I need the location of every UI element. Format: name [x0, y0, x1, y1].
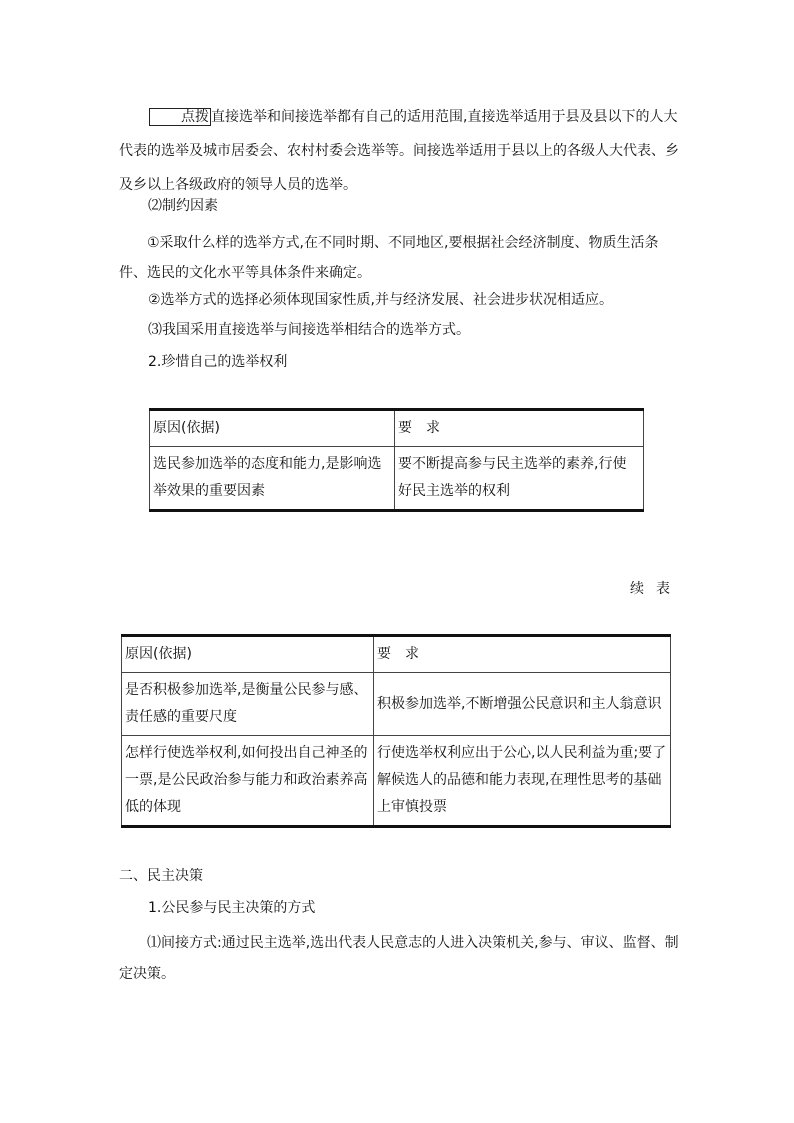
section-2-title: 二、民主决策 [119, 868, 203, 884]
table-header-cell: 原因(依据) [122, 636, 374, 673]
table-2 [121, 634, 671, 828]
table-cell: 要不断提高参与民主选举的素养,行使好民主选举的权利 [395, 447, 644, 511]
table-cell: 行使选举权利应出于公心,以人民利益为重;要了解候选人的品德和能力表现,在理性思考的基础上审慎投票 [374, 736, 671, 827]
paragraph-tip [119, 100, 679, 202]
table-row [122, 736, 671, 827]
table-cell: 是否积极参加选举,是衡量公民参与感、责任感的重要尺度 [122, 673, 374, 736]
table-header-cell: 要 求 [395, 410, 644, 447]
item3: ⑶我国采用直接选举与间接选举相结合的选举方式。 [148, 322, 470, 338]
table-cell: 怎样行使选举权利,如何投出自己神圣的一票,是公民政治参与能力和政治素养高低的体现 [122, 736, 374, 827]
sub1-a: ⑴间接方式:通过民主选举,选出代表人民意志的人进入决策机关,参与、审议、监督、制定决策。 [119, 935, 679, 982]
subheading-1: 1.公民参与民主决策的方式 [148, 900, 316, 916]
table-row [122, 673, 671, 736]
table-1 [149, 408, 644, 512]
item2-a: ①采取什么样的选举方式,在不同时期、不同地区,要根据社会经济制度、物质生活条件、选民的文化水平等具体条件来确定。 [119, 235, 659, 281]
table-row [150, 447, 644, 511]
table-cell: 选民参加选举的态度和能力,是影响选举效果的重要因素 [150, 447, 395, 511]
tip-text: 直接选举和间接选举都有自己的适用范围,直接选举适用于县及县以下的人大代表的选举及城市居委会、农村村委会选举等。间接选举适用于县以上的各级人大代表、乡及乡以上各级政府的领导人员的选举。 [119, 109, 679, 193]
continued-label: 续表 [630, 581, 682, 597]
tip-label: 点拨 [149, 108, 211, 126]
table-header-cell: 要 求 [374, 636, 671, 673]
item2-title: ⑵制约因素 [148, 198, 218, 214]
table-cell: 积极参加选举,不断增强公民意识和主人翁意识 [374, 673, 671, 736]
table-row [122, 636, 671, 673]
item2-b: ②选举方式的选择必须体现国家性质,并与经济发展、社会进步状况相适应。 [148, 292, 613, 308]
table-row [150, 410, 644, 447]
table-header-cell: 原因(依据) [150, 410, 395, 447]
heading-2: 2.珍惜自己的选举权利 [148, 354, 288, 370]
